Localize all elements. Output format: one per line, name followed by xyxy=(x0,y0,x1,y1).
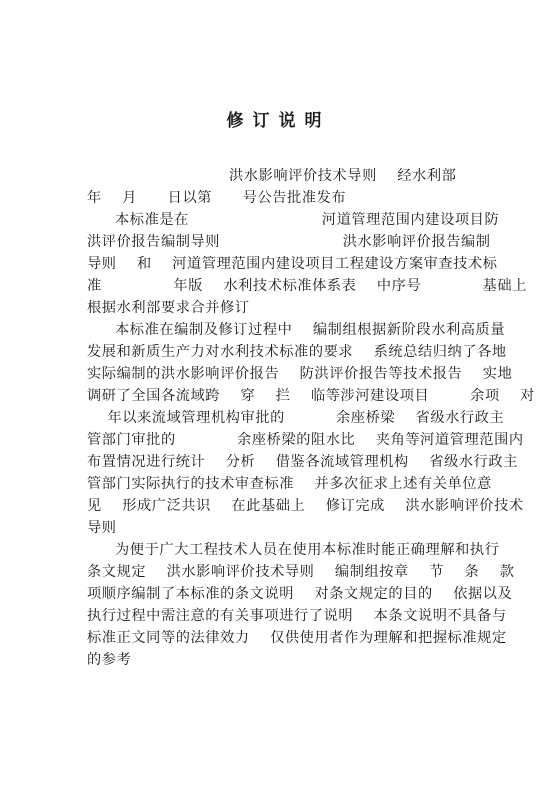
paragraph-4-line-3: 项顺序编制了本标准的条文说明 对条文规定的目的 依据以及 xyxy=(87,586,513,602)
paragraph-3-line-6: 管部门审批的 余座桥梁的阻水比 夹角等河道管理范围内 xyxy=(87,432,524,448)
paragraph-3-line-10: 导则 xyxy=(87,520,117,536)
paragraph-3-line-5: 年以来流域管理机构审批的 余座桥梁 省级水行政主 xyxy=(87,410,505,426)
paragraph-2-line-4: 准 年版 水利技术标准体系表 中序号 基础上 xyxy=(87,278,527,294)
paragraph-3-line-3: 实际编制的洪水影响评价报告 防洪评价报告等技术报告 实地 xyxy=(87,366,513,382)
paragraph-2-line-2: 洪评价报告编制导则 洪水影响评价报告编制 xyxy=(87,234,491,250)
paragraph-4-line-6: 的参考 xyxy=(87,652,132,668)
paragraph-3-line-8: 管部门实际执行的技术审查标准 并多次征求上述有关单位意 xyxy=(87,476,492,492)
paragraph-4-line-2: 条文规定 洪水影响评价技术导则 编制组按章 节 条 款 xyxy=(87,564,515,580)
paragraph-2-line-5: 根据水利部要求合并修订 xyxy=(87,300,250,316)
paragraph-4-line-1: 为便于广大工程技术人员在使用本标准时能正确理解和执行 xyxy=(115,542,500,558)
paragraph-1-line-2: 年 月 日以第 号公告批准发布 xyxy=(87,190,347,206)
paragraph-3-line-9: 见 形成广泛共识 在此基础上 修订完成 洪水影响评价技术 xyxy=(87,498,524,514)
paragraph-1-line-1: 洪水影响评价技术导则 经水利部 xyxy=(229,168,457,184)
paragraph-2-line-3: 导则 和 河道管理范围内建设项目工程建设方案审查技术标 xyxy=(87,256,498,272)
paragraph-4-line-5: 标准正文同等的法律效力 仅供使用者作为理解和把握标准规定 xyxy=(87,630,507,646)
paragraph-4-line-4: 执行过程中需注意的有关事项进行了说明 本条文说明不具备与 xyxy=(87,608,507,624)
paragraph-3-line-1: 本标准在编制及修订过程中 编制组根据新阶段水利高质量 xyxy=(115,322,506,338)
paragraph-3-line-7: 布置情况进行统计 分析 借鉴各流域管理机构 省级水行政主 xyxy=(87,454,519,470)
paragraph-3-line-4: 调研了全国各流域跨 穿 拦 临等涉河建设项目 余项 对 xyxy=(87,388,535,404)
paragraph-3-line-2: 发展和新质生产力对水利技术标准的要求 系统总结归纳了各地 xyxy=(87,344,507,360)
page-title: 修订说明 xyxy=(226,111,331,131)
paragraph-2-line-1: 本标准是在 河道管理范围内建设项目防 xyxy=(115,212,500,228)
